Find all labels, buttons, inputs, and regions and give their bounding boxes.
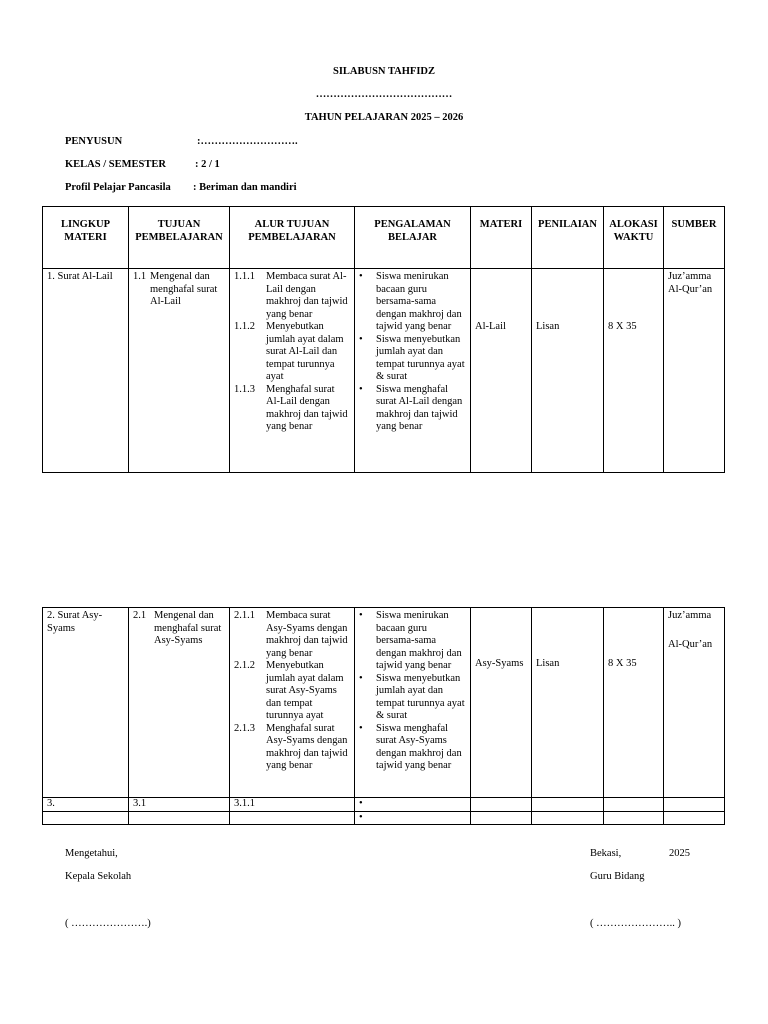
col-header: PENILAIAN bbox=[532, 207, 604, 269]
cell-tujuan bbox=[129, 269, 230, 473]
col-header: SUMBER bbox=[664, 207, 725, 269]
tujuan-number: 1.1 bbox=[133, 271, 147, 282]
cell-alokasi: 8 X 35 bbox=[604, 269, 664, 473]
alur-number: 2.1.1 bbox=[234, 610, 255, 621]
sumber-item: Juz’amma bbox=[668, 610, 712, 621]
list-item: • Siswa menghafal surat Al-Lail dengan makhroj dan tajwid yang benar bbox=[359, 384, 466, 434]
cell-sumber bbox=[664, 269, 725, 473]
alur-text: Menghafal surat Asy-Syams dengan makhroj dan tajwid yang benar bbox=[266, 722, 348, 771]
footer-kepala-sekolah: Kepala Sekolah bbox=[65, 871, 132, 882]
document-title: SILABUSN TAHFIDZ bbox=[332, 66, 436, 77]
meta-profil bbox=[65, 182, 297, 193]
cell-tujuan: 3.1 bbox=[129, 798, 230, 812]
list-item: • Siswa menirukan bacaan guru bersama-sama dengan makhroj dan tajwid yang benar bbox=[359, 271, 466, 334]
alur-text: Membaca surat Al-Lail dengan makhroj dan tajwid yang benar bbox=[266, 271, 348, 320]
col-header: ALUR TUJUAN PEMBELAJARAN bbox=[230, 207, 355, 269]
cell-pengalaman bbox=[355, 811, 471, 824]
cell-materi: Al-Lail bbox=[471, 269, 532, 473]
cell-empty bbox=[230, 811, 355, 824]
alur-text: Menghafal surat Al-Lail dengan makhroj dan tajwid yang benar bbox=[266, 383, 348, 432]
cell-materi: Asy-Syams bbox=[471, 608, 532, 798]
col-header: PENGALAMAN BELAJAR bbox=[355, 207, 471, 269]
meta-value: : 2 / 1 bbox=[195, 159, 220, 170]
col-header: ALOKASI WAKTU bbox=[604, 207, 664, 269]
list-item: • Siswa menyebutkan jumlah ayat dan tempat turunnya ayat & surat bbox=[359, 334, 466, 384]
cell-lingkup: 2. Surat Asy-Syams bbox=[43, 608, 129, 798]
footer-signature-left: ( ………………….) bbox=[65, 918, 151, 929]
cell-penilaian: Lisan bbox=[532, 269, 604, 473]
cell-pengalaman bbox=[355, 269, 471, 473]
meta-label: PENYUSUN bbox=[65, 136, 123, 147]
tujuan-number: 2.1 bbox=[133, 610, 147, 621]
alur-number: 1.1.1 bbox=[234, 271, 255, 282]
meta-kelas bbox=[65, 159, 220, 170]
list-item: • Siswa menghafal surat Asy-Syams dengan makhroj dan tajwid yang benar bbox=[359, 723, 466, 773]
table-row bbox=[43, 608, 725, 798]
syllabus-table-2 bbox=[42, 607, 725, 825]
cell-tujuan bbox=[129, 608, 230, 798]
cell-empty bbox=[129, 811, 230, 824]
col-header: MATERI bbox=[471, 207, 532, 269]
alur-number: 2.1.3 bbox=[234, 722, 255, 734]
tujuan-text: Mengenal dan menghafal surat Al-Lail bbox=[150, 271, 218, 307]
cell-sumber bbox=[664, 608, 725, 798]
alur-text: Membaca surat Asy-Syams dengan makhroj dan tajwid yang benar bbox=[266, 610, 348, 659]
cell-alur: 3.1.1 bbox=[230, 798, 355, 812]
cell-pengalaman bbox=[355, 798, 471, 812]
cell-empty bbox=[471, 798, 532, 812]
cell-empty bbox=[664, 798, 725, 812]
meta-label: KELAS / SEMESTER bbox=[65, 159, 166, 170]
cell-penilaian: Lisan bbox=[532, 608, 604, 798]
cell-alokasi: 8 X 35 bbox=[604, 608, 664, 798]
cell-pengalaman bbox=[355, 608, 471, 798]
cell-empty bbox=[604, 798, 664, 812]
col-header: TUJUAN PEMBELAJARAN bbox=[129, 207, 230, 269]
footer-year: 2025 bbox=[669, 848, 690, 859]
footer-city: Bekasi, bbox=[590, 848, 622, 859]
cell-alur bbox=[230, 269, 355, 473]
meta-label: Profil Pelajar Pancasila bbox=[65, 182, 171, 193]
meta-penyusun bbox=[65, 136, 298, 147]
table-row bbox=[43, 269, 725, 473]
cell-empty bbox=[664, 811, 725, 824]
cell-empty bbox=[43, 811, 129, 824]
alur-number: 1.1.2 bbox=[234, 321, 255, 332]
list-item: • Siswa menirukan bacaan guru bersama-sama dengan makhroj dan tajwid yang benar bbox=[359, 610, 466, 673]
alur-number: 1.1.3 bbox=[234, 383, 255, 395]
meta-value: :………………………. bbox=[197, 136, 298, 147]
sumber-item: Juz’amma bbox=[668, 271, 712, 282]
list-item: • Siswa menyebutkan jumlah ayat dan tempat turunnya ayat & surat bbox=[359, 673, 466, 723]
table-row bbox=[43, 811, 725, 824]
alur-text: Menyebutkan jumlah ayat dalam surat Al-Lail dan tempat turunnya ayat bbox=[266, 321, 344, 382]
footer-mengetahui: Mengetahui, bbox=[65, 848, 118, 859]
meta-value: : Beriman dan mandiri bbox=[193, 182, 297, 193]
footer-guru-bidang: Guru Bidang bbox=[590, 871, 645, 882]
cell-lingkup: 1. Surat Al-Lail bbox=[43, 269, 129, 473]
alur-text: Menyebutkan jumlah ayat dalam surat Asy-Syams dan tempat turunnya ayat bbox=[266, 660, 344, 721]
table-row bbox=[43, 798, 725, 812]
table-header-row bbox=[43, 207, 725, 269]
col-header: LINGKUP MATERI bbox=[43, 207, 129, 269]
footer-signature-right: ( ………………….. ) bbox=[590, 918, 681, 929]
cell-empty bbox=[604, 811, 664, 824]
title-dots: ………………………………… bbox=[315, 89, 453, 100]
syllabus-table-1 bbox=[42, 206, 725, 473]
sumber-item: Al-Qur’an bbox=[668, 638, 713, 650]
cell-alur bbox=[230, 608, 355, 798]
cell-empty bbox=[532, 798, 604, 812]
cell-empty bbox=[532, 811, 604, 824]
academic-year: TAHUN PELAJARAN 2025 – 2026 bbox=[304, 112, 464, 123]
alur-number: 2.1.2 bbox=[234, 660, 255, 671]
tujuan-text: Mengenal dan menghafal surat Asy-Syams bbox=[154, 610, 222, 646]
sumber-item: Al-Qur’an bbox=[668, 283, 713, 295]
cell-empty bbox=[471, 811, 532, 824]
cell-lingkup: 3. bbox=[43, 798, 129, 812]
